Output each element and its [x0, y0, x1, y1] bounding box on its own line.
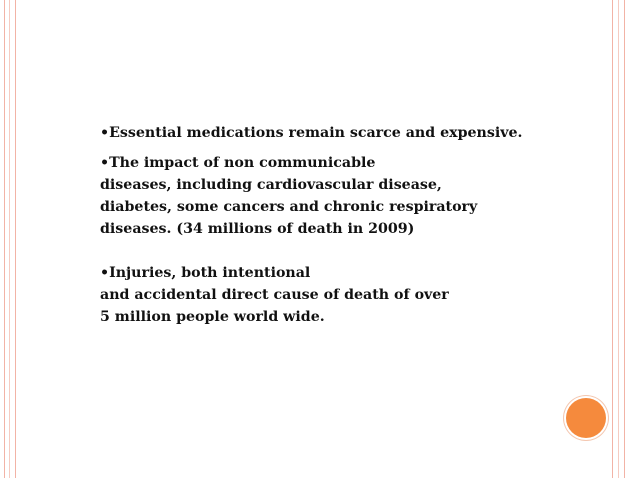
- right-border-line: [624, 0, 625, 478]
- slide-body: [100, 122, 600, 328]
- text-line: and accidental direct cause of death of over: [100, 287, 449, 303]
- left-border-line: [15, 0, 16, 478]
- right-border-line: [618, 0, 619, 478]
- text-line: •The impact of non communicable: [100, 155, 376, 171]
- left-border-line: [4, 0, 5, 478]
- bullet-injuries: [100, 262, 600, 328]
- text-line: diabetes, some cancers and chronic respiratory: [100, 199, 478, 215]
- text-line: diseases. (34 millions of death in 2009): [100, 221, 415, 237]
- text-line: •Essential medications remain scarce and expensive.: [100, 125, 523, 141]
- text-line: •Injuries, both intentional: [100, 265, 311, 281]
- decorative-circle: [566, 398, 606, 438]
- left-border-line: [9, 0, 10, 478]
- bullet-non-communicable-diseases: [100, 152, 600, 240]
- text-line: 5 million people world wide.: [100, 309, 325, 325]
- right-border-line: [612, 0, 613, 478]
- bullet-essential-medications: [100, 122, 600, 144]
- text-line: diseases, including cardiovascular disease,: [100, 177, 442, 193]
